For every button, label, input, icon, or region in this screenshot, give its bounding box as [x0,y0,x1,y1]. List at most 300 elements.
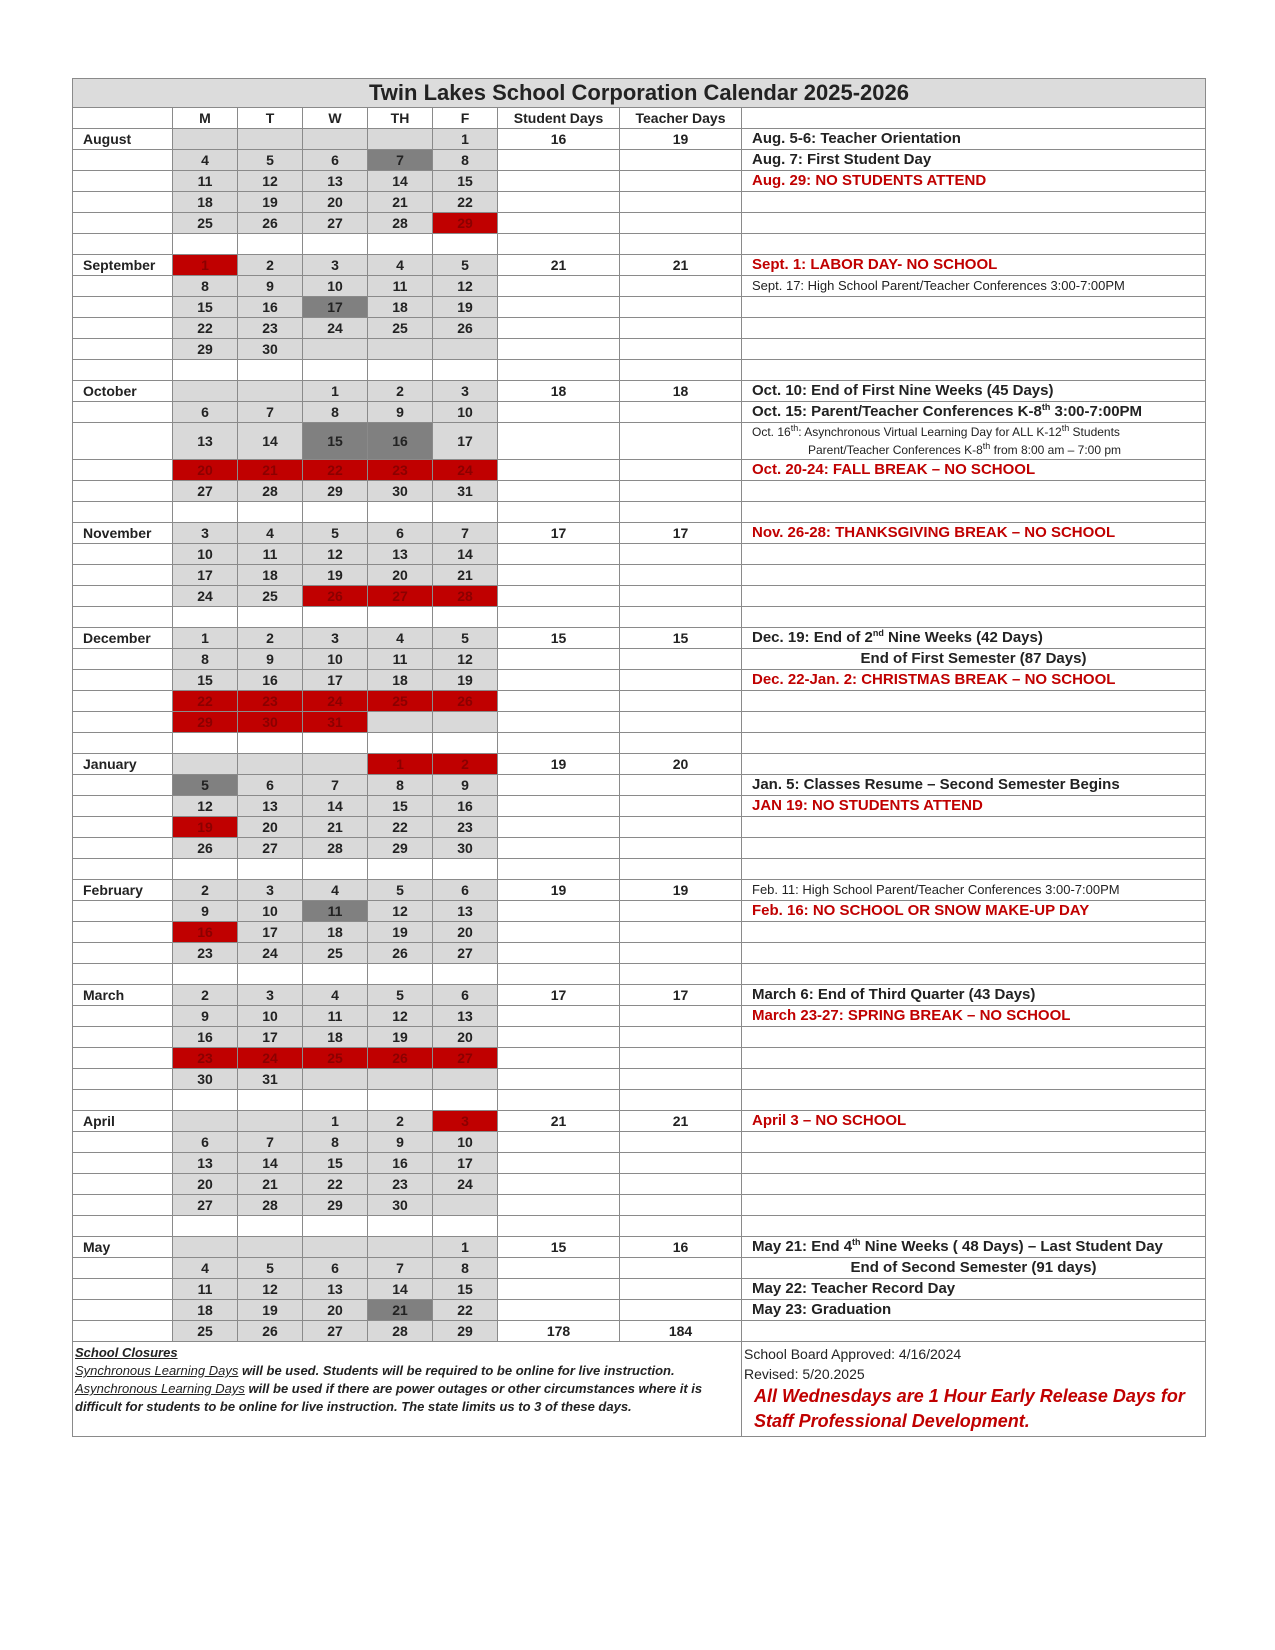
spacer-row [73,234,1206,255]
day-cell: 16 [238,297,303,318]
day-cell: 7 [238,402,303,423]
cell [620,544,742,565]
month-cell [73,1153,173,1174]
cell [498,1006,620,1027]
day-cell: 19 [368,922,433,943]
day-cell: 24 [303,691,368,712]
day-cell: 29 [173,712,238,733]
cell [742,565,1206,586]
day-cell: 18 [173,192,238,213]
cell [498,318,620,339]
calendar-week-row [73,838,1206,859]
spacer-row [73,733,1206,754]
month-cell [73,1027,173,1048]
teacher-days-count: 17 [620,523,742,544]
cell [368,964,433,985]
day-cell: 9 [238,276,303,297]
day-cell: 24 [433,1174,498,1195]
day-cell: 1 [303,381,368,402]
day-cell [368,1237,433,1258]
cell [620,192,742,213]
day-cell: 6 [433,985,498,1006]
day-cell [173,1111,238,1132]
day-cell: 1 [433,1237,498,1258]
day-cell: 5 [238,150,303,171]
day-cell: 16 [433,796,498,817]
cell [498,360,620,381]
month-cell [73,402,173,423]
month-cell [73,670,173,691]
day-cell [368,129,433,150]
cell [620,817,742,838]
cell [498,213,620,234]
day-cell: 6 [303,1258,368,1279]
day-cell: 6 [173,1132,238,1153]
day-cell [368,339,433,360]
day-cell [238,129,303,150]
cell [303,360,368,381]
day-cell: 25 [368,691,433,712]
day-cell: 15 [173,670,238,691]
day-cell: 29 [433,213,498,234]
teacher-days-count: 18 [620,381,742,402]
board-approved: School Board Approved: 4/16/2024 [744,1346,962,1362]
spacer-row [73,502,1206,523]
event-note: End of Second Semester (91 days) [742,1258,1206,1279]
header-teacher-days: Teacher Days [620,108,742,129]
sync-text: will be used. Students will be required to be online for live instruction. [238,1363,675,1378]
spacer-row [73,859,1206,880]
teacher-days-count: 16 [620,1237,742,1258]
day-cell: 15 [433,1279,498,1300]
day-cell: 27 [173,1195,238,1216]
day-cell: 28 [368,213,433,234]
day-cell: 19 [433,297,498,318]
calendar-week-row [73,171,1206,192]
day-cell: 21 [303,817,368,838]
day-cell: 5 [303,523,368,544]
student-days-count: 17 [498,985,620,1006]
day-cell: 16 [368,423,433,460]
month-label: February [73,880,173,901]
cell [620,502,742,523]
day-cell: 15 [368,796,433,817]
month-cell [73,171,173,192]
calendar-week-row [73,1300,1206,1321]
cell [303,234,368,255]
day-cell: 7 [303,775,368,796]
cell [498,796,620,817]
school-closures-note [73,1342,742,1437]
sync-term: Synchronous Learning Days [75,1363,239,1378]
day-cell: 1 [433,129,498,150]
day-cell: 18 [303,1027,368,1048]
closures-title: School Closures [75,1345,178,1360]
day-cell [368,712,433,733]
event-note: Aug. 7: First Student Day [742,150,1206,171]
month-cell [73,838,173,859]
day-cell: 13 [303,1279,368,1300]
day-cell: 5 [368,880,433,901]
day-cell: 23 [238,318,303,339]
cell [498,1069,620,1090]
cell [620,1174,742,1195]
calendar-week-row [73,1048,1206,1069]
cell [433,360,498,381]
day-cell [238,1111,303,1132]
day-cell: 25 [303,943,368,964]
cell [433,234,498,255]
day-cell [303,339,368,360]
day-cell: 26 [368,943,433,964]
cell [620,150,742,171]
day-cell: 8 [433,1258,498,1279]
cell [620,297,742,318]
day-cell: 14 [368,171,433,192]
day-cell: 20 [173,1174,238,1195]
month-cell [73,1195,173,1216]
day-cell: 31 [303,712,368,733]
spacer-row [73,607,1206,628]
day-cell: 19 [173,817,238,838]
day-cell: 6 [368,523,433,544]
cell [368,607,433,628]
cell [498,1132,620,1153]
day-cell: 11 [173,171,238,192]
async-term: Asynchronous Learning Days [75,1381,245,1396]
cell [73,502,173,523]
day-cell: 22 [303,460,368,481]
cell [620,691,742,712]
month-cell [73,1069,173,1090]
cell [620,586,742,607]
day-cell [433,1195,498,1216]
day-cell: 5 [238,1258,303,1279]
day-cell [238,381,303,402]
day-cell: 3 [433,1111,498,1132]
cell [498,1174,620,1195]
day-cell: 19 [303,565,368,586]
day-cell: 14 [368,1279,433,1300]
day-cell [433,1069,498,1090]
teacher-days-count: 19 [620,880,742,901]
day-cell: 10 [238,901,303,922]
cell [173,859,238,880]
day-cell: 25 [303,1048,368,1069]
day-cell: 17 [433,423,498,460]
calendar-week-row [73,985,1206,1006]
event-note: Feb. 16: NO SCHOOL OR SNOW MAKE-UP DAY [742,901,1206,922]
cell [303,502,368,523]
cell [498,859,620,880]
day-cell: 20 [368,565,433,586]
event-note-line: Parent/Teacher Conferences K-8th from 8:00 am – 7:00 pm [808,441,1122,457]
event-note: Aug. 5-6: Teacher Orientation [742,129,1206,150]
cell [742,1153,1206,1174]
cell [620,964,742,985]
cell [620,901,742,922]
day-cell: 19 [433,670,498,691]
day-cell: 26 [173,838,238,859]
cell [620,1258,742,1279]
day-cell: 6 [303,150,368,171]
cell [742,1174,1206,1195]
event-note: Nov. 26-28: THANKSGIVING BREAK – NO SCHOOL [742,523,1206,544]
day-cell: 7 [238,1132,303,1153]
cell [620,276,742,297]
day-cell: 10 [303,276,368,297]
calendar-week-row [73,1027,1206,1048]
day-cell: 8 [173,276,238,297]
day-cell: 24 [238,943,303,964]
cell [742,733,1206,754]
student-days-count: 17 [498,523,620,544]
cell [73,964,173,985]
day-cell: 8 [173,649,238,670]
day-cell: 14 [303,796,368,817]
day-cell: 2 [173,880,238,901]
calendar-week-row [73,775,1206,796]
day-cell [173,754,238,775]
cell [303,964,368,985]
calendar-week-row [73,523,1206,544]
day-cell: 24 [433,460,498,481]
calendar-week-row [73,1174,1206,1195]
day-cell: 24 [303,318,368,339]
event-note: May 22: Teacher Record Day [742,1279,1206,1300]
calendar-week-row [73,1258,1206,1279]
cell [498,276,620,297]
cell [498,586,620,607]
day-cell: 11 [368,276,433,297]
cell [620,607,742,628]
cell [173,733,238,754]
cell [173,502,238,523]
day-cell: 21 [238,460,303,481]
cell [742,1027,1206,1048]
month-cell [73,796,173,817]
event-note: Feb. 11: High School Parent/Teacher Conferences 3:00-7:00PM [742,880,1206,901]
cell [73,1216,173,1237]
calendar-week-row [73,1132,1206,1153]
cell [620,796,742,817]
month-cell [73,276,173,297]
cell [73,234,173,255]
day-cell: 23 [238,691,303,712]
day-cell: 27 [433,943,498,964]
cell [498,1300,620,1321]
month-cell [73,922,173,943]
cell [620,460,742,481]
day-cell: 18 [173,1300,238,1321]
calendar-week-row [73,649,1206,670]
day-cell: 11 [303,901,368,922]
cell [498,901,620,922]
month-cell [73,1048,173,1069]
day-cell: 3 [173,523,238,544]
month-cell [73,586,173,607]
day-cell: 26 [238,1321,303,1342]
month-cell [73,712,173,733]
day-cell: 26 [303,586,368,607]
day-cell: 27 [303,213,368,234]
day-cell: 17 [173,565,238,586]
month-cell [73,1321,173,1342]
calendar-week-row [73,922,1206,943]
day-cell: 22 [173,691,238,712]
day-cell: 27 [368,586,433,607]
cell [498,192,620,213]
day-cell: 30 [368,481,433,502]
header-wed: W [303,108,368,129]
calendar-week-row [73,712,1206,733]
event-note: Oct. 20-24: FALL BREAK – NO SCHOOL [742,460,1206,481]
event-note: Dec. 19: End of 2nd Nine Weeks (42 Days) [742,628,1206,649]
cell [620,838,742,859]
cell [620,712,742,733]
calendar-week-row [73,1006,1206,1027]
calendar-week-row [73,423,1206,460]
day-cell: 17 [238,922,303,943]
page-title: Twin Lakes School Corporation Calendar 2025-2026 [73,79,1206,108]
day-cell: 3 [303,628,368,649]
cell [742,607,1206,628]
day-cell: 8 [303,1132,368,1153]
month-label: September [73,255,173,276]
day-cell: 21 [238,1174,303,1195]
day-cell: 22 [433,192,498,213]
day-cell: 28 [303,838,368,859]
day-cell: 2 [173,985,238,1006]
day-cell: 27 [303,1321,368,1342]
month-cell [73,565,173,586]
month-cell [73,1174,173,1195]
day-cell: 1 [173,255,238,276]
student-days-count: 15 [498,1237,620,1258]
day-cell: 24 [238,1048,303,1069]
cell [620,1153,742,1174]
day-cell: 20 [173,460,238,481]
day-cell: 9 [368,1132,433,1153]
month-cell [73,213,173,234]
event-note [742,423,1206,460]
header-mon: M [173,108,238,129]
day-cell: 7 [368,1258,433,1279]
day-cell: 10 [303,649,368,670]
day-cell: 24 [173,586,238,607]
calendar-week-row [73,1279,1206,1300]
day-cell: 25 [238,586,303,607]
revised-date: Revised: 5/20.2025 [744,1366,865,1382]
day-cell: 25 [173,1321,238,1342]
cell [620,649,742,670]
day-cell: 21 [368,192,433,213]
day-cell: 12 [433,276,498,297]
event-note: JAN 19: NO STUDENTS ATTEND [742,796,1206,817]
cell [742,1132,1206,1153]
day-cell: 9 [238,649,303,670]
calendar-week-row [73,1069,1206,1090]
teacher-days-total: 184 [620,1321,742,1342]
cell [498,838,620,859]
day-cell: 29 [368,838,433,859]
cell [620,1006,742,1027]
month-cell [73,423,173,460]
cell [742,964,1206,985]
event-note: Sept. 1: LABOR DAY- NO SCHOOL [742,255,1206,276]
cell [368,1090,433,1111]
cell [173,1216,238,1237]
day-cell: 26 [433,691,498,712]
day-cell: 18 [368,297,433,318]
cell [433,607,498,628]
cell [742,481,1206,502]
cell [742,1321,1206,1342]
day-cell: 14 [238,423,303,460]
cell [73,1090,173,1111]
day-cell: 20 [238,817,303,838]
calendar-week-row [73,943,1206,964]
cell [620,1279,742,1300]
day-cell: 6 [433,880,498,901]
cell [368,234,433,255]
calendar-week-row [73,460,1206,481]
cell [238,1090,303,1111]
day-cell: 30 [433,838,498,859]
day-cell: 17 [303,670,368,691]
teacher-days-count: 21 [620,255,742,276]
cell [173,1090,238,1111]
calendar-week-row [73,276,1206,297]
cell [620,733,742,754]
cell [238,607,303,628]
spacer-row [73,964,1206,985]
calendar-week-row [73,565,1206,586]
cell [620,318,742,339]
cell [368,859,433,880]
cell [742,712,1206,733]
async-text: will be used if there are power outages or other circumstances where it is difficult for students to be online for live instruction. The state limits us to 3 of these days. [75,1381,703,1414]
cell [620,360,742,381]
calendar-week-row [73,1237,1206,1258]
footer-row [73,1342,1206,1437]
day-cell: 22 [433,1300,498,1321]
event-note: Sept. 17: High School Parent/Teacher Conferences 3:00-7:00PM [742,276,1206,297]
day-cell: 19 [238,1300,303,1321]
cell [498,544,620,565]
calendar-week-row [73,1321,1206,1342]
day-cell: 15 [433,171,498,192]
cell [498,1195,620,1216]
student-days-count: 15 [498,628,620,649]
day-cell: 13 [303,171,368,192]
cell [433,1216,498,1237]
cell [498,649,620,670]
spacer-row [73,1216,1206,1237]
cell [620,402,742,423]
cell [498,1153,620,1174]
calendar-week-row [73,339,1206,360]
month-cell [73,1132,173,1153]
day-cell: 12 [368,1006,433,1027]
calendar-week-row [73,817,1206,838]
cell [303,1090,368,1111]
day-cell: 13 [173,423,238,460]
cell [368,733,433,754]
month-label: April [73,1111,173,1132]
cell [303,607,368,628]
cell [498,402,620,423]
